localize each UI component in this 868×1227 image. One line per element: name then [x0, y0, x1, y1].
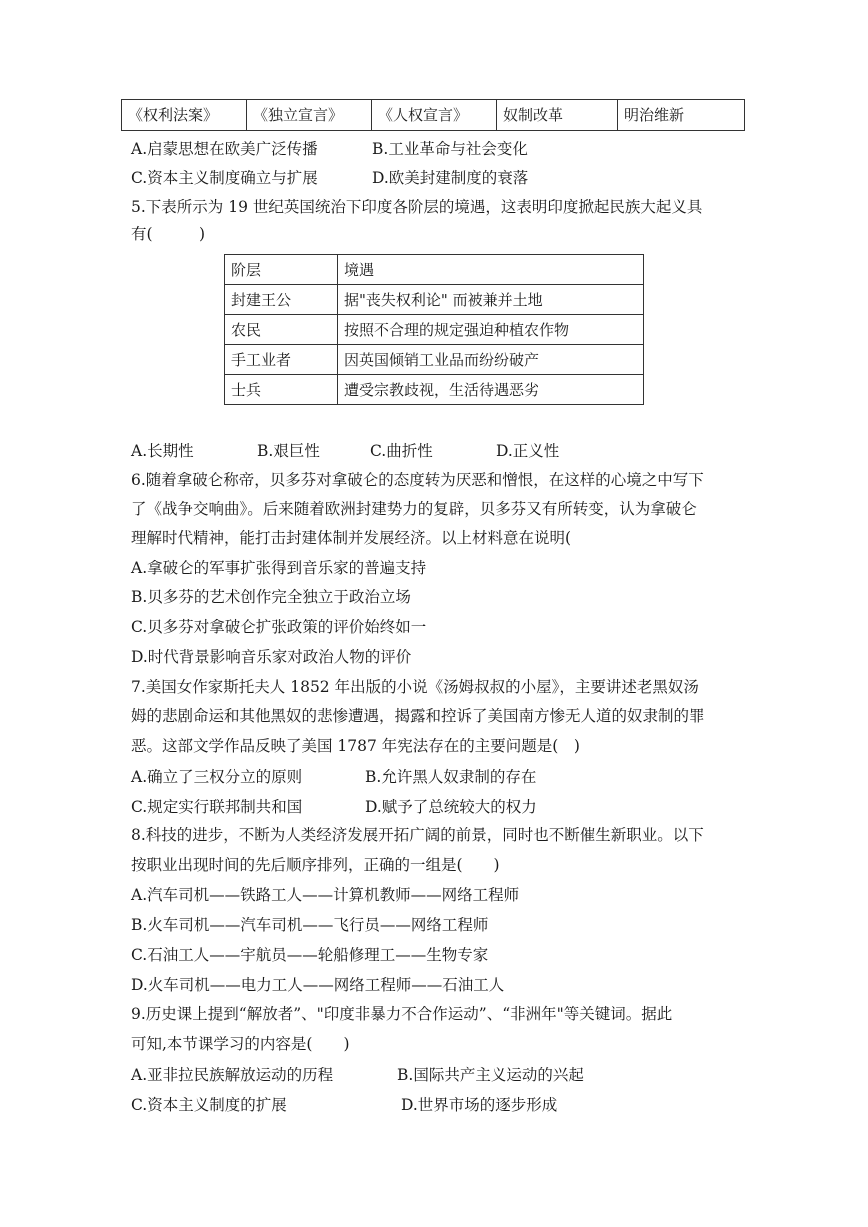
- table-header-row: [225, 255, 644, 285]
- question-stem: 姆的悲剧命运和其他黑奴的悲惨遭遇，揭露和控诉了美国南方惨无人道的奴隶制的罪: [131, 707, 705, 725]
- option-d: D.赋予了总统较大的权力: [365, 798, 537, 816]
- option-d: D.世界市场的逐步形成: [401, 1096, 558, 1114]
- option-a: A.长期性: [131, 442, 194, 460]
- table-cell: 据"丧失权利论" 而被兼并土地: [338, 285, 644, 315]
- option-c: C.资本主义制度的扩展: [131, 1096, 287, 1114]
- table-row: [225, 375, 644, 405]
- table-row: [122, 100, 745, 131]
- table-cell: 遭受宗教歧视，生活待遇恶劣: [338, 375, 644, 405]
- option-c: C.曲折性: [370, 442, 433, 460]
- table-row: [225, 345, 644, 375]
- option-a: A.亚非拉民族解放运动的历程: [131, 1066, 334, 1084]
- table-cell: 士兵: [225, 375, 338, 405]
- option-b: B.允许黑人奴隶制的存在: [365, 768, 537, 786]
- option-d: D.火车司机——电力工人——网络工程师——石油工人: [131, 976, 505, 994]
- table-cell: 封建王公: [225, 285, 338, 315]
- reform-documents-table: [121, 99, 745, 131]
- option-d: D.正义性: [496, 442, 560, 460]
- question-stem: 理解时代精神，能打击封建体制并发展经济。以上材料意在说明(: [131, 529, 572, 547]
- option-d: D.时代背景影响音乐家对政治人物的评价: [131, 648, 412, 666]
- table-header-cell: 境遇: [338, 255, 644, 285]
- table-cell: 按照不合理的规定强迫种植农作物: [338, 315, 644, 345]
- question-stem: 7.美国女作家斯托夫人 1852 年出版的小说《汤姆叔叔的小屋》，主要讲述老黑奴汤: [131, 678, 699, 696]
- table-cell: 农民: [225, 315, 338, 345]
- question-stem: 按职业出现时间的先后顺序排列，正确的一组是( ): [131, 856, 500, 874]
- table-cell: 明治维新: [618, 100, 745, 131]
- question-stem: 了《战争交响曲》。后来随着欧洲封建势力的复辟，贝多芬又有所转变，认为拿破仑: [131, 500, 697, 518]
- option-b: B.火车司机——汽车司机——飞行员——网络工程师: [131, 916, 489, 934]
- option-a: A.汽车司机——铁路工人——计算机教师——网络工程师: [131, 886, 520, 904]
- option-c: C.资本主义制度确立与扩展: [131, 169, 318, 187]
- table-cell: 《权利法案》: [122, 100, 247, 131]
- table-cell: 手工业者: [225, 345, 338, 375]
- table-cell: 《人权宣言》: [372, 100, 497, 131]
- question-stem: 6.随着拿破仑称帝，贝多芬对拿破仑的态度转为厌恶和憎恨，在这样的心境之中写下: [131, 471, 704, 489]
- table-header-cell: 阶层: [225, 255, 338, 285]
- question-stem: 5.下表所示为 19 世纪英国统治下印度各阶层的境遇，这表明印度掀起民族大起义具: [131, 198, 703, 216]
- option-a: A.确立了三权分立的原则: [131, 768, 303, 786]
- table-cell: 因英国倾销工业品而纷纷破产: [338, 345, 644, 375]
- table-row: [225, 315, 644, 345]
- option-d: D.欧美封建制度的衰落: [372, 169, 529, 187]
- question-stem: 9.历史课上提到“解放者”、"印度非暴力不合作运动”、“非洲年"等关键词。据此: [131, 1005, 673, 1023]
- table-row: [225, 285, 644, 315]
- option-b: B.艰巨性: [257, 442, 320, 460]
- question-stem: 8.科技的进步，不断为人类经济发展开拓广阔的前景，同时也不断催生新职业。以下: [131, 826, 704, 844]
- table-cell: 奴制改革: [497, 100, 618, 131]
- option-a: A.拿破仑的军事扩张得到音乐家的普遍支持: [131, 559, 427, 577]
- option-c: C.贝多芬对拿破仑扩张政策的评价始终如一: [131, 618, 427, 636]
- india-classes-table: [224, 254, 644, 405]
- option-a: A.启蒙思想在欧美广泛传播: [131, 140, 318, 158]
- question-stem: 可知,本节课学习的内容是( ): [131, 1035, 350, 1053]
- option-b: B.贝多芬的艺术创作完全独立于政治立场: [131, 588, 411, 606]
- question-stem: 有( ): [131, 225, 206, 243]
- option-b: B.工业革命与社会变化: [372, 140, 528, 158]
- option-b: B.国际共产主义运动的兴起: [397, 1066, 584, 1084]
- question-stem: 恶。这部文学作品反映了美国 1787 年宪法存在的主要问题是( ): [131, 737, 580, 755]
- option-c: C.规定实行联邦制共和国: [131, 798, 303, 816]
- option-c: C.石油工人——宇航员——轮船修理工——生物专家: [131, 946, 489, 964]
- table-cell: 《独立宣言》: [247, 100, 372, 131]
